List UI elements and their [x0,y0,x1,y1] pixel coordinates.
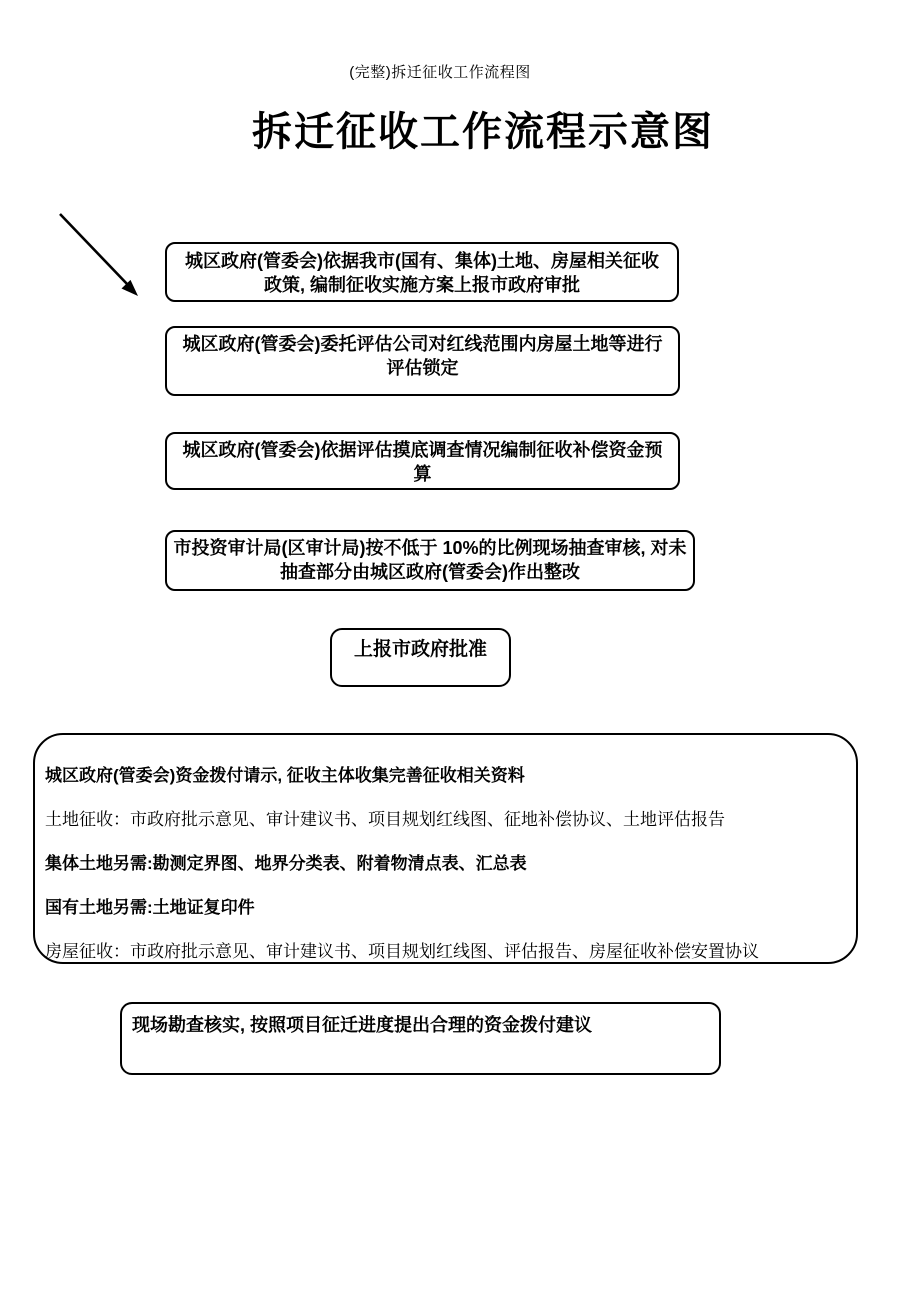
flow-box-appraisal-lock: 城区政府(管委会)委托评估公司对红线范围内房屋土地等进行评估锁定 [165,326,680,396]
page-title: 拆迁征收工作流程示意图 [252,109,714,154]
materials-line-collective-land: 集体土地另需:勘测定界图、地界分类表、附着物清点表、汇总表 [45,854,527,873]
page-header: (完整)拆迁征收工作流程图 [349,64,531,81]
materials-line-land: 土地征收：市政府批示意见、审计建议书、项目规划红线图、征地补偿协议、土地评估报告 [45,810,725,829]
flow-box-audit-spot-check: 市投资审计局(区审计局)按不低于 10%的比例现场抽查审核, 对未抽查部分由城区政府(管委会)作出整改 [165,530,695,591]
materials-line-house: 房屋征收：市政府批示意见、审计建议书、项目规划红线图、评估报告、房屋征收补偿安置协议 [45,942,759,961]
materials-line-state-land: 国有土地另需:土地证复印件 [45,898,255,917]
materials-box [33,733,858,964]
materials-heading: 城区政府(管委会)资金拨付请示, 征收主体收集完善征收相关资料 [45,766,525,785]
flow-box-compensation-budget: 城区政府(管委会)依据评估摸底调查情况编制征收补偿资金预算 [165,432,680,490]
flow-box-policy-plan: 城区政府(管委会)依据我市(国有、集体)土地、房屋相关征收政策, 编制征收实施方案上报市政府审批 [165,242,679,302]
flow-box-site-verification: 现场勘查核实, 按照项目征迁进度提出合理的资金拨付建议 [120,1002,721,1075]
flow-box-city-approval: 上报市政府批准 [330,628,511,687]
diagonal-arrow-icon [50,206,150,306]
